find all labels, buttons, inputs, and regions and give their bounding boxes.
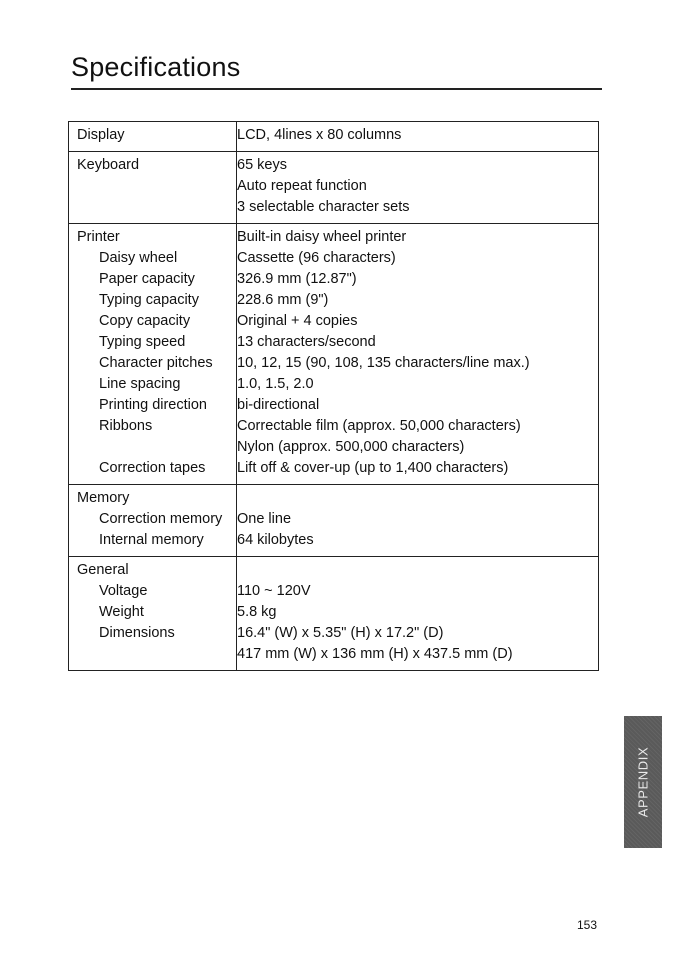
spec-item-label: Line spacing: [99, 376, 181, 392]
spec-item-label: Copy capacity: [99, 313, 191, 329]
spec-label-spacer: [69, 644, 236, 665]
spec-item-value: Nylon (approx. 500,000 characters): [237, 439, 465, 455]
spec-section-name: Printer: [77, 229, 120, 245]
page-number: 153: [577, 918, 598, 932]
spec-label-cell: [69, 557, 237, 671]
spec-item-value: 64 kilobytes: [237, 532, 314, 548]
appendix-tab-label: APPENDIX: [635, 746, 651, 818]
spec-item-label: Daisy wheel: [99, 250, 178, 266]
spec-item-label: Voltage: [99, 583, 148, 599]
spec-section-name: Display: [77, 127, 125, 143]
spec-item-value: Cassette (96 characters): [237, 250, 396, 266]
spec-item-value: Built-in daisy wheel printer: [237, 229, 407, 245]
spec-label-spacer: [69, 176, 236, 197]
spec-item-value: 16.4" (W) x 5.35" (H) x 17.2" (D): [237, 625, 444, 641]
spec-item-value: 5.8 kg: [237, 604, 277, 620]
spec-label-cell: [69, 485, 237, 557]
spec-item-label: Typing speed: [99, 334, 186, 350]
spec-item-value: 3 selectable character sets: [237, 199, 410, 215]
spec-section-name: General: [77, 562, 129, 578]
spec-section-row: [69, 224, 599, 485]
spec-item-value: 417 mm (W) x 136 mm (H) x 437.5 mm (D): [237, 646, 513, 662]
spec-item-label: Ribbons: [99, 418, 153, 434]
spec-section-name: Keyboard: [77, 157, 140, 173]
spec-label-spacer: [69, 437, 236, 458]
spec-item-label: Typing capacity: [99, 292, 199, 308]
specifications-table: [68, 121, 599, 671]
spec-item-label: Paper capacity: [99, 271, 195, 287]
spec-item-value: bi-directional: [237, 397, 320, 413]
appendix-tab: [624, 716, 662, 848]
spec-item-value: 13 characters/second: [237, 334, 376, 350]
spec-item-value: 326.9 mm (12.87"): [237, 271, 357, 287]
spec-section-row: [69, 485, 599, 557]
spec-value-cell: [237, 224, 599, 485]
spec-section-name: Memory: [77, 490, 130, 506]
spec-value-cell: [237, 557, 599, 671]
spec-item-value: Original + 4 copies: [237, 313, 358, 329]
spec-item-value: 110 ~ 120V: [237, 583, 311, 599]
title-rule: [71, 88, 602, 90]
spec-item-label: Weight: [99, 604, 144, 620]
spec-section-row: [69, 557, 599, 671]
spec-item-label: Internal memory: [99, 532, 204, 548]
spec-item-label: Printing direction: [99, 397, 207, 413]
spec-item-value: One line: [237, 511, 292, 527]
spec-item-label: Correction memory: [99, 511, 223, 527]
spec-item-value: Auto repeat function: [237, 178, 367, 194]
spec-item-value: LCD, 4lines x 80 columns: [237, 127, 402, 143]
spec-label-cell: [69, 152, 237, 224]
spec-section-row: [69, 122, 599, 152]
spec-label-cell: [69, 224, 237, 485]
spec-item-value: [237, 488, 598, 509]
spec-value-cell: [237, 485, 599, 557]
spec-item-label: Correction tapes: [99, 460, 206, 476]
spec-label-cell: [69, 122, 237, 152]
spec-item-value: Correctable film (approx. 50,000 characters): [237, 418, 521, 434]
spec-value-cell: [237, 152, 599, 224]
spec-label-spacer: [69, 197, 236, 218]
page-title: Specifications: [71, 52, 241, 82]
spec-item-label: Dimensions: [99, 625, 175, 641]
spec-item-value: 228.6 mm (9"): [237, 292, 329, 308]
spec-item-label: Character pitches: [99, 355, 213, 371]
spec-section-row: [69, 152, 599, 224]
spec-item-value: Lift off & cover-up (up to 1,400 characters): [237, 460, 509, 476]
spec-item-value: 1.0, 1.5, 2.0: [237, 376, 314, 392]
spec-item-value: 65 keys: [237, 157, 287, 173]
spec-value-cell: [237, 122, 599, 152]
spec-item-value: [237, 560, 598, 581]
spec-item-value: 10, 12, 15 (90, 108, 135 characters/line max.): [237, 355, 530, 371]
